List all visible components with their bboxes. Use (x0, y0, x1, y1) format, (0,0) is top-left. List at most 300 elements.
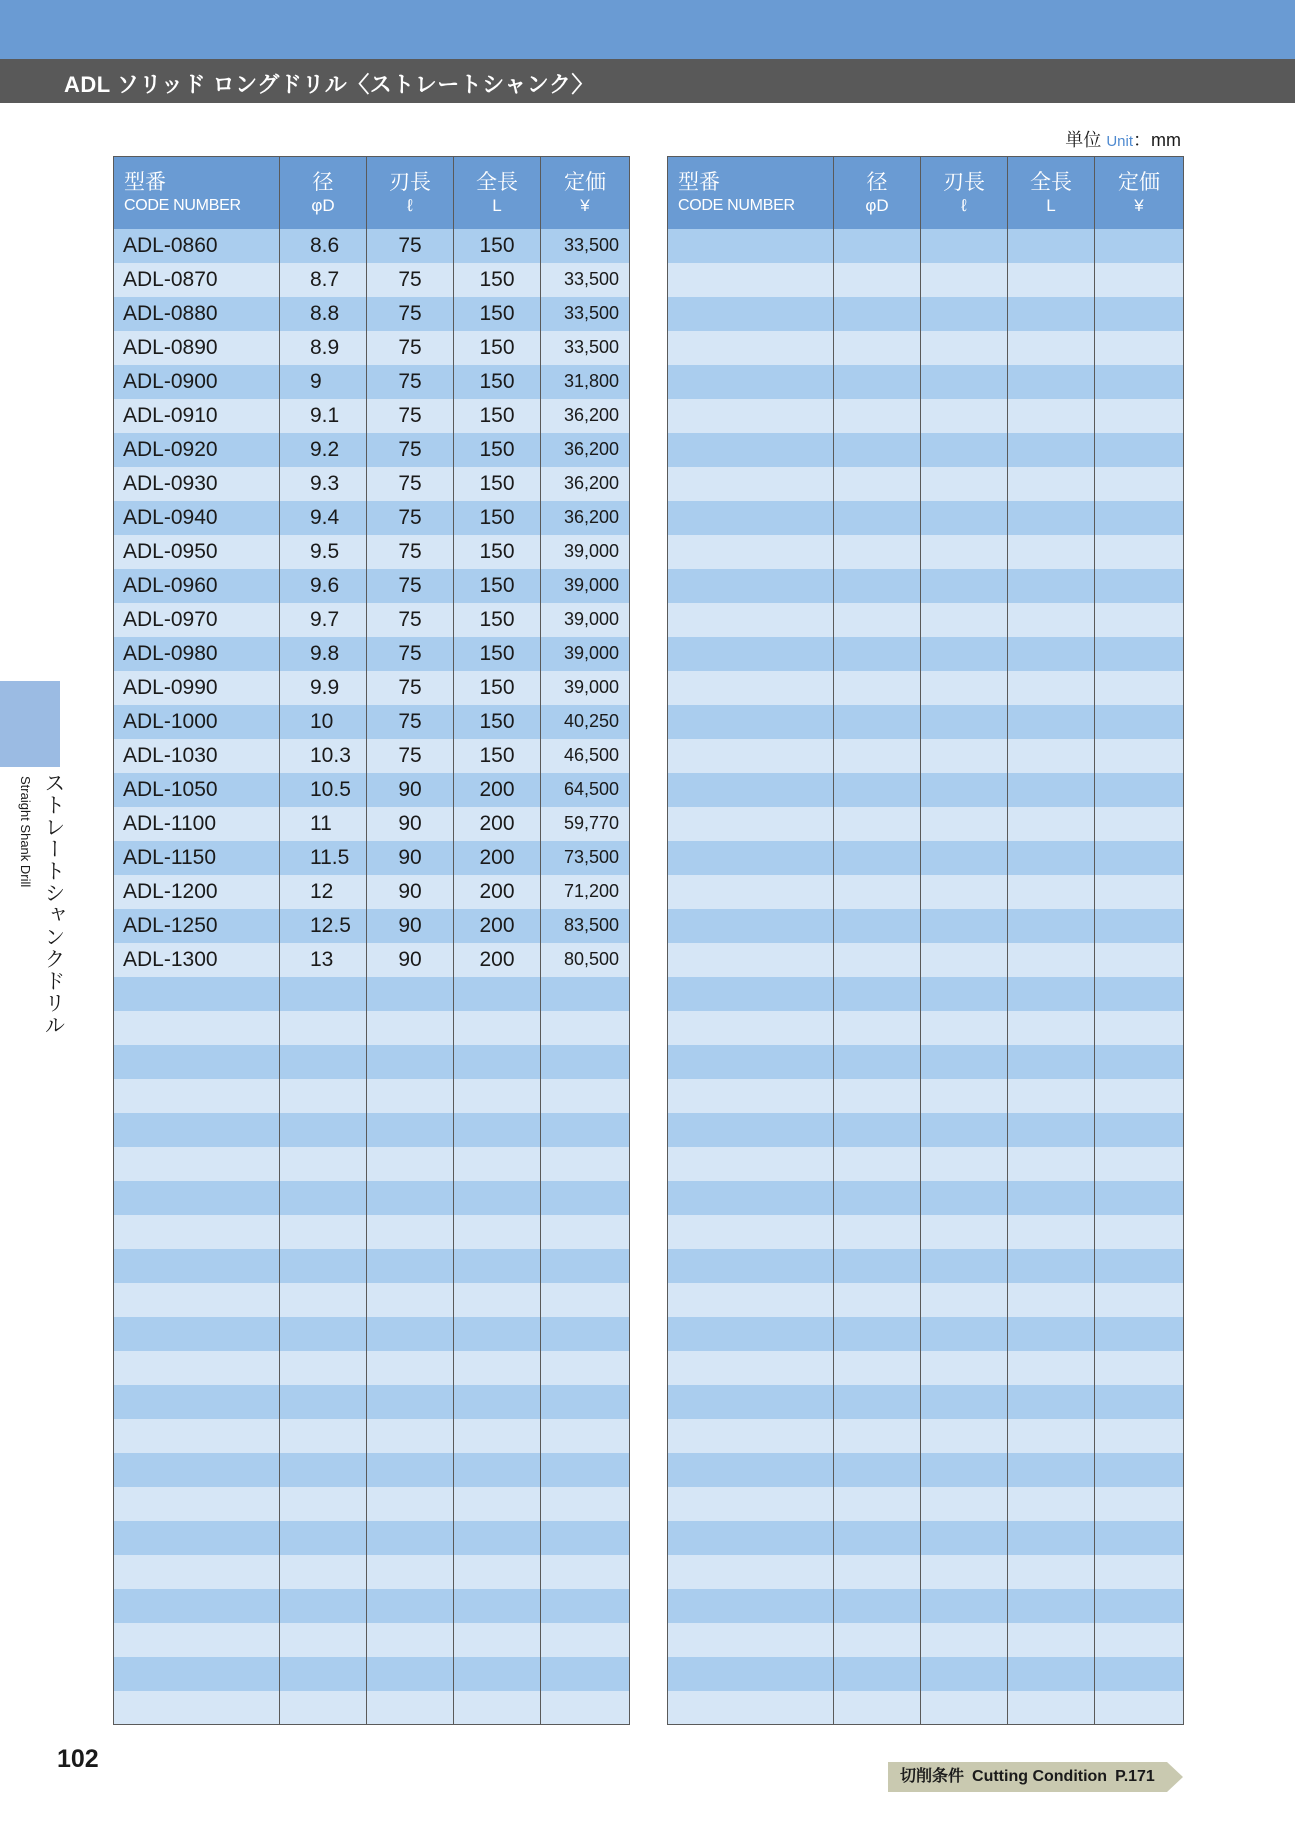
cell-diameter (280, 1589, 367, 1623)
cell-overall-length (1008, 467, 1095, 501)
empty-table-row (114, 1181, 630, 1215)
unit-value: ：mm (1133, 130, 1181, 150)
cell-code-number: ADL-0910 (114, 399, 280, 433)
cell-code-number (668, 399, 834, 433)
cell-overall-length (454, 1283, 541, 1317)
cell-diameter (280, 1079, 367, 1113)
cell-price (1095, 1317, 1184, 1351)
cell-price (1095, 1045, 1184, 1079)
cell-code-number (114, 1079, 280, 1113)
cell-diameter (280, 1113, 367, 1147)
cell-flute-length: 75 (367, 399, 454, 433)
cell-code-number (668, 909, 834, 943)
cell-flute-length (921, 705, 1008, 739)
cell-flute-length: 90 (367, 875, 454, 909)
cell-overall-length (454, 977, 541, 1011)
cell-code-number (668, 433, 834, 467)
cell-diameter: 9 (280, 365, 367, 399)
empty-table-row (668, 297, 1184, 331)
cell-diameter: 12.5 (280, 909, 367, 943)
cell-diameter (834, 739, 921, 773)
cell-code-number: ADL-1030 (114, 739, 280, 773)
empty-table-row (114, 1657, 630, 1691)
cell-price (1095, 1555, 1184, 1589)
cell-diameter: 9.1 (280, 399, 367, 433)
cell-overall-length (1008, 1555, 1095, 1589)
cutting-condition-jp: 切削条件 (900, 1768, 965, 1785)
cell-price (1095, 1079, 1184, 1113)
cell-flute-length (367, 1147, 454, 1181)
cell-diameter (834, 1215, 921, 1249)
empty-table-row (668, 1691, 1184, 1725)
cell-diameter (834, 1317, 921, 1351)
cell-flute-length (921, 263, 1008, 297)
cell-diameter (834, 1351, 921, 1385)
cell-price: 46,500 (541, 739, 630, 773)
cell-code-number (668, 671, 834, 705)
empty-table-row (668, 331, 1184, 365)
cell-price: 80,500 (541, 943, 630, 977)
empty-table-row (668, 1249, 1184, 1283)
empty-table-row (668, 229, 1184, 263)
cell-flute-length (367, 1521, 454, 1555)
cell-overall-length: 150 (454, 705, 541, 739)
empty-table-row (114, 1011, 630, 1045)
cell-diameter: 10 (280, 705, 367, 739)
cell-code-number: ADL-1050 (114, 773, 280, 807)
cell-price (541, 1011, 630, 1045)
cell-overall-length (454, 1317, 541, 1351)
cell-price (541, 1079, 630, 1113)
cell-code-number (668, 1215, 834, 1249)
cell-overall-length (1008, 1521, 1095, 1555)
cell-code-number (114, 1011, 280, 1045)
cell-price (1095, 773, 1184, 807)
empty-table-row (668, 1283, 1184, 1317)
cell-flute-length (921, 365, 1008, 399)
cell-price: 36,200 (541, 501, 630, 535)
table-row (114, 365, 630, 399)
header-price-jp: 定価 (564, 170, 606, 194)
cell-flute-length: 75 (367, 739, 454, 773)
empty-table-row (668, 875, 1184, 909)
cell-price (1095, 943, 1184, 977)
empty-table-row (668, 671, 1184, 705)
cell-flute-length (921, 1317, 1008, 1351)
cell-code-number: ADL-0950 (114, 535, 280, 569)
cell-price (1095, 1623, 1184, 1657)
column-header-code (668, 157, 834, 229)
cell-price (541, 1453, 630, 1487)
header-price-en: ¥ (580, 195, 590, 215)
header-diameter-jp: 径 (866, 170, 888, 194)
cell-price (541, 1147, 630, 1181)
cell-flute-length (921, 1589, 1008, 1623)
empty-table-row (114, 1521, 630, 1555)
cell-flute-length (921, 1215, 1008, 1249)
cell-price: 36,200 (541, 433, 630, 467)
cell-price (541, 1691, 630, 1725)
cell-code-number: ADL-0980 (114, 637, 280, 671)
header-diameter-jp: 径 (312, 170, 334, 194)
cell-flute-length (921, 637, 1008, 671)
side-label-jp: ストレートシャンクドリル (42, 772, 65, 1036)
cell-price: 39,000 (541, 637, 630, 671)
cell-overall-length (1008, 1215, 1095, 1249)
empty-table-row (668, 1215, 1184, 1249)
cell-code-number (668, 1657, 834, 1691)
cell-code-number (668, 297, 834, 331)
table-row (114, 263, 630, 297)
cell-price (1095, 1453, 1184, 1487)
cell-price (1095, 977, 1184, 1011)
cell-flute-length (921, 1283, 1008, 1317)
cell-price (541, 1317, 630, 1351)
cell-diameter (834, 1623, 921, 1657)
cell-diameter: 9.3 (280, 467, 367, 501)
cell-price (1095, 263, 1184, 297)
table-row (114, 535, 630, 569)
cell-price (541, 1589, 630, 1623)
cell-overall-length (454, 1249, 541, 1283)
cell-diameter (834, 1487, 921, 1521)
empty-table-row (668, 1113, 1184, 1147)
cell-diameter: 9.7 (280, 603, 367, 637)
cell-diameter (280, 1351, 367, 1385)
cell-price: 33,500 (541, 263, 630, 297)
cell-code-number (668, 1011, 834, 1045)
cell-diameter: 10.3 (280, 739, 367, 773)
cell-flute-length (921, 433, 1008, 467)
cell-diameter: 11.5 (280, 841, 367, 875)
cell-diameter (834, 1113, 921, 1147)
cutting-condition-en: Cutting Condition (972, 1768, 1108, 1785)
table-row (114, 229, 630, 263)
cell-flute-length (921, 229, 1008, 263)
cell-code-number: ADL-0940 (114, 501, 280, 535)
cell-code-number (668, 841, 834, 875)
cell-code-number (668, 739, 834, 773)
cell-diameter (834, 705, 921, 739)
cell-price (1095, 1181, 1184, 1215)
cell-code-number (114, 1555, 280, 1589)
cell-diameter: 8.9 (280, 331, 367, 365)
cell-flute-length (367, 1657, 454, 1691)
column-header-overall-length (1008, 157, 1095, 229)
cell-flute-length (921, 569, 1008, 603)
column-header-diameter (834, 157, 921, 229)
cell-code-number (668, 331, 834, 365)
cell-diameter (834, 1657, 921, 1691)
cell-diameter (834, 365, 921, 399)
cell-flute-length (367, 1691, 454, 1725)
cell-price (541, 1249, 630, 1283)
empty-table-row (668, 433, 1184, 467)
cell-overall-length: 150 (454, 297, 541, 331)
cell-diameter (280, 1147, 367, 1181)
cell-flute-length (921, 807, 1008, 841)
cell-code-number (668, 1589, 834, 1623)
cell-overall-length (1008, 1623, 1095, 1657)
cell-price (1095, 1691, 1184, 1725)
cell-overall-length: 150 (454, 603, 541, 637)
empty-table-row (114, 1113, 630, 1147)
cell-overall-length (1008, 569, 1095, 603)
cell-flute-length (921, 1385, 1008, 1419)
cell-price (1095, 1589, 1184, 1623)
cell-flute-length (367, 1385, 454, 1419)
empty-table-row (114, 1453, 630, 1487)
cell-diameter (280, 1045, 367, 1079)
cell-diameter: 8.8 (280, 297, 367, 331)
cell-flute-length (921, 1249, 1008, 1283)
cell-price: 33,500 (541, 297, 630, 331)
cell-flute-length (367, 1011, 454, 1045)
cell-diameter (280, 977, 367, 1011)
table-row (114, 569, 630, 603)
cell-overall-length (1008, 1419, 1095, 1453)
cell-flute-length (367, 1113, 454, 1147)
empty-table-row (114, 1215, 630, 1249)
cell-price (1095, 399, 1184, 433)
side-index-tab (0, 681, 60, 767)
empty-table-row (114, 1623, 630, 1657)
cell-flute-length (921, 1181, 1008, 1215)
cell-diameter (834, 807, 921, 841)
cell-code-number (668, 1521, 834, 1555)
cell-overall-length (454, 1419, 541, 1453)
column-header-price (1095, 157, 1184, 229)
empty-table-row (668, 1453, 1184, 1487)
cell-code-number (668, 1691, 834, 1725)
empty-table-row (114, 1419, 630, 1453)
cell-code-number (668, 535, 834, 569)
cell-overall-length (1008, 637, 1095, 671)
cell-diameter: 9.5 (280, 535, 367, 569)
cell-code-number (668, 1487, 834, 1521)
cell-code-number (114, 1521, 280, 1555)
empty-table-row (668, 773, 1184, 807)
cell-overall-length (1008, 977, 1095, 1011)
cell-code-number (114, 1351, 280, 1385)
page-number: 102 (57, 1745, 99, 1773)
cell-diameter (834, 263, 921, 297)
cell-overall-length: 150 (454, 535, 541, 569)
cell-flute-length: 75 (367, 263, 454, 297)
column-header-overall-length (454, 157, 541, 229)
header-diameter-en: φD (865, 195, 889, 215)
cell-price (541, 1045, 630, 1079)
cell-price (1095, 807, 1184, 841)
cell-code-number: ADL-1100 (114, 807, 280, 841)
cell-overall-length (454, 1385, 541, 1419)
cell-diameter (834, 1385, 921, 1419)
cell-price (1095, 1249, 1184, 1283)
cell-flute-length (921, 1521, 1008, 1555)
cell-diameter (280, 1283, 367, 1317)
cell-flute-length (921, 1419, 1008, 1453)
cell-flute-length: 75 (367, 671, 454, 705)
cell-price (1095, 1283, 1184, 1317)
cell-flute-length: 75 (367, 365, 454, 399)
cell-overall-length (1008, 1317, 1095, 1351)
cell-flute-length: 75 (367, 535, 454, 569)
cell-diameter (834, 1555, 921, 1589)
cell-code-number: ADL-0870 (114, 263, 280, 297)
cell-flute-length: 75 (367, 569, 454, 603)
cell-diameter (834, 1011, 921, 1045)
cell-overall-length (1008, 1589, 1095, 1623)
cell-overall-length (1008, 841, 1095, 875)
cell-diameter (280, 1487, 367, 1521)
table-row (114, 773, 630, 807)
table-row (114, 841, 630, 875)
header-code-en: CODE NUMBER (124, 196, 241, 214)
header-flute-jp: 刃長 (943, 170, 985, 194)
cell-overall-length: 200 (454, 875, 541, 909)
cell-overall-length: 200 (454, 807, 541, 841)
cell-overall-length (1008, 875, 1095, 909)
cell-overall-length (1008, 1385, 1095, 1419)
cell-code-number (114, 1657, 280, 1691)
cell-flute-length: 75 (367, 603, 454, 637)
cell-diameter (280, 1623, 367, 1657)
empty-table-row (668, 535, 1184, 569)
cell-overall-length: 200 (454, 943, 541, 977)
empty-table-row (668, 501, 1184, 535)
cell-overall-length (1008, 1181, 1095, 1215)
cell-code-number: ADL-0990 (114, 671, 280, 705)
empty-table-row (668, 807, 1184, 841)
cell-flute-length (921, 1691, 1008, 1725)
cell-flute-length (921, 671, 1008, 705)
cell-diameter (280, 1215, 367, 1249)
cell-flute-length (921, 501, 1008, 535)
cell-price: 39,000 (541, 603, 630, 637)
cell-flute-length (921, 1555, 1008, 1589)
cell-flute-length: 75 (367, 705, 454, 739)
cell-code-number (668, 1249, 834, 1283)
cell-flute-length (367, 1317, 454, 1351)
cell-diameter (280, 1317, 367, 1351)
cell-overall-length (1008, 807, 1095, 841)
cell-diameter (834, 535, 921, 569)
empty-table-row (668, 1147, 1184, 1181)
header-diameter-en: φD (311, 195, 335, 215)
cell-price (541, 1487, 630, 1521)
empty-table-row (114, 1283, 630, 1317)
unit-label-jp: 単位 (1065, 130, 1102, 150)
cell-overall-length (454, 1657, 541, 1691)
cell-overall-length: 150 (454, 229, 541, 263)
table-row (114, 909, 630, 943)
cell-price (1095, 501, 1184, 535)
cell-diameter: 12 (280, 875, 367, 909)
empty-table-row (114, 1351, 630, 1385)
cell-diameter: 13 (280, 943, 367, 977)
cell-overall-length (454, 1521, 541, 1555)
column-header-flute-length (921, 157, 1008, 229)
table-row (114, 671, 630, 705)
cell-price (1095, 841, 1184, 875)
cell-code-number: ADL-1200 (114, 875, 280, 909)
cell-flute-length: 75 (367, 501, 454, 535)
cell-code-number: ADL-0960 (114, 569, 280, 603)
cell-price: 33,500 (541, 331, 630, 365)
cell-diameter (280, 1691, 367, 1725)
empty-table-row (668, 1011, 1184, 1045)
page-title: ADL ソリッド ロングドリル〈ストレートシャンク〉 (64, 72, 594, 97)
cell-code-number (668, 773, 834, 807)
cell-price (541, 1657, 630, 1691)
cell-overall-length: 150 (454, 365, 541, 399)
product-table-left (113, 156, 630, 1725)
table-row (114, 705, 630, 739)
cell-diameter (834, 229, 921, 263)
cell-price (1095, 671, 1184, 705)
cell-overall-length (1008, 943, 1095, 977)
cell-price (1095, 569, 1184, 603)
cell-overall-length (454, 1147, 541, 1181)
cell-price (541, 1283, 630, 1317)
cell-overall-length (1008, 1249, 1095, 1283)
cell-code-number (114, 1181, 280, 1215)
cell-diameter (280, 1249, 367, 1283)
cell-code-number (668, 1113, 834, 1147)
cell-price (1095, 909, 1184, 943)
cell-diameter (834, 1521, 921, 1555)
cell-diameter: 11 (280, 807, 367, 841)
cell-price (1095, 365, 1184, 399)
empty-table-row (668, 739, 1184, 773)
empty-table-row (668, 1181, 1184, 1215)
cell-code-number (114, 1623, 280, 1657)
cell-code-number: ADL-1300 (114, 943, 280, 977)
cell-flute-length (921, 1657, 1008, 1691)
cell-diameter (834, 1691, 921, 1725)
cell-diameter (280, 1011, 367, 1045)
cell-overall-length (1008, 229, 1095, 263)
cell-flute-length (367, 1623, 454, 1657)
cell-diameter (834, 909, 921, 943)
cell-code-number (668, 1453, 834, 1487)
cell-diameter (834, 1045, 921, 1079)
header-length-en: L (1046, 195, 1056, 215)
cell-price (1095, 1011, 1184, 1045)
cell-overall-length (1008, 365, 1095, 399)
cell-price (1095, 1385, 1184, 1419)
empty-table-row (114, 1249, 630, 1283)
cell-price (541, 1181, 630, 1215)
cell-diameter (834, 569, 921, 603)
table-row (114, 467, 630, 501)
cell-overall-length (1008, 297, 1095, 331)
cell-overall-length: 150 (454, 399, 541, 433)
cell-price (1095, 1657, 1184, 1691)
cell-code-number: ADL-0860 (114, 229, 280, 263)
cutting-condition-link[interactable] (888, 1762, 1183, 1792)
header-code-jp: 型番 (124, 170, 166, 194)
cell-overall-length (1008, 263, 1095, 297)
table-row (114, 501, 630, 535)
cell-code-number (668, 637, 834, 671)
cell-diameter (834, 1147, 921, 1181)
cell-code-number: ADL-0930 (114, 467, 280, 501)
cell-diameter (834, 773, 921, 807)
cell-flute-length (367, 1487, 454, 1521)
column-header-flute-length (367, 157, 454, 229)
empty-table-row (668, 1079, 1184, 1113)
